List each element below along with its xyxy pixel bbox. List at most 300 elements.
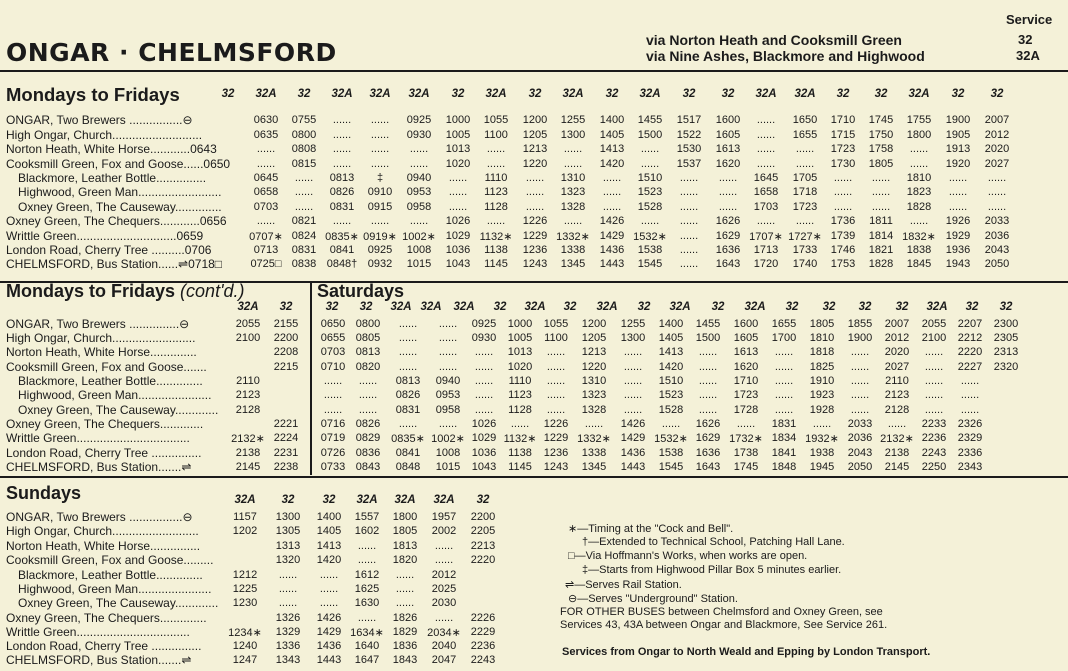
service-header: 32A (639, 88, 661, 100)
time-cell: 1240 (232, 640, 258, 652)
time-cell: ...... (398, 361, 418, 373)
time-cell: ...... (358, 389, 378, 401)
time-cell: 1800 (392, 511, 418, 523)
time-cell: 0930 (406, 129, 432, 141)
time-cell: 2138 (235, 447, 261, 459)
time-cell: 0650 (320, 318, 346, 330)
footer-note: Services from Ongar to North Weald and Epping by London Transport. (562, 646, 931, 658)
time-cell: ...... (718, 201, 738, 213)
time-cell: 1323 (560, 186, 586, 198)
time-cell: 1328 (560, 201, 586, 213)
time-cell: 1829 (392, 626, 418, 638)
time-cell: ...... (640, 143, 660, 155)
time-cell: 1200 (581, 318, 607, 330)
time-cell: 1338 (560, 244, 586, 256)
mf2-title-suffix: (cont'd.) (180, 281, 245, 301)
stop-name: High Ongar, Church........................... (6, 128, 203, 142)
time-cell: 1800 (906, 129, 932, 141)
time-cell: 1715 (830, 129, 856, 141)
service-header: 32A (255, 88, 277, 100)
time-cell: ...... (871, 186, 891, 198)
time-cell: 2215 (273, 361, 299, 373)
time-cell: 1723 (830, 143, 856, 155)
time-cell: 2123 (884, 389, 910, 401)
time-cell: 1008 (435, 447, 461, 459)
time-cell: 0826 (395, 389, 421, 401)
time-cell: ...... (909, 143, 929, 155)
service-header: 32 (874, 88, 888, 100)
service-header: 32 (965, 301, 979, 313)
time-cell: 1929 (945, 230, 971, 242)
time-cell: 1455 (637, 114, 663, 126)
time-cell: 1910 (809, 375, 835, 387)
time-cell: 0815 (291, 158, 317, 170)
time-cell: 2110 (236, 375, 260, 387)
time-cell: 1002∗ (431, 433, 465, 445)
time-cell: 1026 (471, 418, 497, 430)
time-cell: 1522 (676, 129, 702, 141)
service-number-2: 32A (1016, 48, 1040, 63)
time-cell: ...... (319, 583, 339, 595)
time-cell: ...... (698, 375, 718, 387)
time-cell: ...... (756, 114, 776, 126)
time-cell: 1420 (316, 554, 342, 566)
time-cell: 0645 (253, 172, 279, 184)
time-cell: 0919∗ (363, 231, 397, 243)
time-cell: 0703 (253, 201, 279, 213)
time-cell: 1345 (581, 461, 607, 473)
time-cell: ...... (909, 215, 929, 227)
time-cell: 0716 (320, 418, 346, 430)
time-cell: ...... (563, 143, 583, 155)
time-cell: 2050 (847, 461, 873, 473)
service-header: 32A (237, 301, 259, 313)
time-cell: 1400 (599, 114, 625, 126)
time-cell: 1740 (792, 258, 818, 270)
time-cell: ...... (679, 244, 699, 256)
footnote: ∗—Timing at the "Cock and Bell". (568, 523, 734, 535)
time-cell: 0821 (291, 215, 317, 227)
time-cell: 1758 (868, 143, 894, 155)
time-cell: 1705 (792, 172, 818, 184)
time-cell: 1005 (507, 332, 533, 344)
time-cell: 1613 (715, 143, 741, 155)
time-cell: ...... (774, 375, 794, 387)
time-cell: 1055 (543, 318, 569, 330)
time-cell: ...... (623, 404, 643, 416)
time-cell: 1845 (906, 258, 932, 270)
stop-name: CHELMSFORD, Bus Station.......⇌ (6, 460, 192, 474)
time-cell: ...... (987, 201, 1007, 213)
time-cell: 1600 (715, 114, 741, 126)
time-cell: 1413 (316, 540, 342, 552)
time-cell: 1805 (392, 525, 418, 537)
time-cell: ...... (358, 404, 378, 416)
time-cell: ...... (679, 258, 699, 270)
time-cell: 1700 (771, 332, 797, 344)
time-cell: 1200 (522, 114, 548, 126)
route-via-1: via Norton Heath and Cooksmill Green (646, 32, 902, 48)
time-cell: 1226 (522, 215, 548, 227)
time-cell: 0835∗ (325, 231, 359, 243)
time-cell: 1013 (507, 346, 533, 358)
stop-name: Highwood, Green Man...................... (18, 582, 212, 596)
service-header: 32 (682, 88, 696, 100)
service-header: 32 (528, 88, 542, 100)
time-cell: 0940 (406, 172, 432, 184)
time-cell: 1328 (581, 404, 607, 416)
service-number-1: 32 (1018, 32, 1033, 47)
time-cell: 0824 (291, 230, 317, 242)
time-cell: 1814 (868, 230, 894, 242)
time-cell: 1620 (715, 158, 741, 170)
time-cell: 1900 (847, 332, 873, 344)
time-cell: ...... (987, 172, 1007, 184)
time-cell: 1029 (445, 230, 471, 242)
service-header: 32 (990, 88, 1004, 100)
time-cell: 1300 (620, 332, 646, 344)
time-cell: ...... (546, 375, 566, 387)
time-cell: ...... (774, 346, 794, 358)
time-cell: 2300 (993, 318, 1019, 330)
time-cell: 0630 (253, 114, 279, 126)
time-cell: ...... (640, 158, 660, 170)
time-cell: 1826 (392, 612, 418, 624)
time-cell: ...... (486, 215, 506, 227)
time-cell: 1703 (753, 201, 779, 213)
time-cell: 1205 (522, 129, 548, 141)
stop-name: Norton Heath, White Horse.............. (6, 345, 197, 359)
time-cell: 1100 (544, 332, 568, 344)
time-cell: ...... (871, 172, 891, 184)
time-cell: 2233 (921, 418, 947, 430)
footnote: ⇌—Serves Rail Station. (565, 579, 682, 591)
stop-name: Oxney Green, The Chequers............0656 (6, 214, 227, 228)
time-cell: 1530 (676, 143, 702, 155)
time-cell: ...... (948, 201, 968, 213)
time-cell: 1020 (445, 158, 471, 170)
stop-name: Highwood, Green Man...................... (18, 388, 212, 402)
time-cell: 1338 (581, 447, 607, 459)
time-cell: 2145 (884, 461, 910, 473)
time-cell: ...... (370, 215, 390, 227)
time-cell: ...... (812, 418, 832, 430)
time-cell: 1100 (484, 129, 508, 141)
time-cell: 1928 (809, 404, 835, 416)
time-cell: ...... (563, 158, 583, 170)
time-cell: 1243 (522, 258, 548, 270)
time-cell: 0755 (291, 114, 317, 126)
time-cell: 0838 (291, 258, 317, 270)
time-cell: 1145 (484, 258, 508, 270)
time-cell: 1834 (771, 432, 797, 444)
footnote: ⊖—Serves "Underground" Station. (568, 593, 738, 605)
time-cell: ...... (623, 389, 643, 401)
time-cell: 1145 (508, 461, 532, 473)
time-cell: ...... (584, 418, 604, 430)
mf2-title (6, 281, 245, 302)
time-cell: 1220 (522, 158, 548, 170)
time-cell: 1605 (715, 129, 741, 141)
time-cell: 1732∗ (729, 433, 763, 445)
time-cell: 1658 (753, 186, 779, 198)
time-cell: ...... (370, 129, 390, 141)
time-cell: 1945 (809, 461, 835, 473)
time-cell: 1629 (695, 432, 721, 444)
time-cell: ...... (698, 389, 718, 401)
service-header: 32A (524, 301, 546, 313)
time-cell: 2043 (984, 244, 1010, 256)
service-header: 32 (476, 494, 490, 506)
time-cell: 0800 (291, 129, 317, 141)
time-cell: 1310 (581, 375, 607, 387)
time-cell: 1128 (508, 404, 532, 416)
time-cell: ...... (370, 158, 390, 170)
time-cell: 1429 (599, 230, 625, 242)
time-cell: ...... (909, 158, 929, 170)
time-cell: 1323 (581, 389, 607, 401)
time-cell: 2155 (273, 318, 299, 330)
time-cell: ...... (850, 404, 870, 416)
time-cell: 1926 (945, 215, 971, 227)
time-cell: 1736 (830, 215, 856, 227)
time-cell: ...... (525, 172, 545, 184)
service-header: 32A (369, 88, 391, 100)
time-cell: 1538 (637, 244, 663, 256)
time-cell: 1733 (792, 244, 818, 256)
time-cell: ...... (438, 346, 458, 358)
time-cell: 2329 (957, 432, 983, 444)
mf2-title-text: Mondays to Fridays (6, 281, 176, 301)
service-header: 32A (234, 494, 256, 506)
time-cell: 1655 (771, 318, 797, 330)
service-header: 32 (281, 494, 295, 506)
service-header: 32 (322, 494, 336, 506)
time-cell: 1436 (620, 447, 646, 459)
time-cell: 1036 (445, 244, 471, 256)
time-cell: 1738 (733, 447, 759, 459)
time-cell: 1517 (676, 114, 702, 126)
time-cell: 1236 (543, 447, 569, 459)
time-cell: 1643 (715, 258, 741, 270)
time-cell: 1841 (771, 447, 797, 459)
time-cell: 1436 (316, 640, 342, 652)
service-header: 32A (485, 88, 507, 100)
time-cell: ...... (795, 215, 815, 227)
time-cell: 1636 (715, 244, 741, 256)
service-header: 32 (563, 301, 577, 313)
time-cell: 2033 (847, 418, 873, 430)
time-cell: ...... (833, 172, 853, 184)
time-cell: 1005 (445, 129, 471, 141)
service-header: 32 (711, 301, 725, 313)
time-cell: ...... (395, 569, 415, 581)
service-header: 32A (394, 494, 416, 506)
time-cell: ...... (256, 143, 276, 155)
time-cell: 1000 (445, 114, 471, 126)
time-cell: 1727∗ (788, 231, 822, 243)
time-cell: 2002 (431, 525, 457, 537)
time-cell: 0808 (291, 143, 317, 155)
time-cell: 1123 (508, 389, 532, 401)
time-cell: 2132∗ (880, 433, 914, 445)
time-cell: 1255 (620, 318, 646, 330)
time-cell: 1510 (658, 375, 684, 387)
time-cell: 1205 (581, 332, 607, 344)
time-cell: 2250 (921, 461, 947, 473)
time-cell: ...... (850, 375, 870, 387)
time-cell: 2012 (884, 332, 910, 344)
time-cell: 1645 (753, 172, 779, 184)
time-cell: 1436 (599, 244, 625, 256)
time-cell: ...... (278, 569, 298, 581)
stop-name: ONGAR, Two Brewers ................⊖ (6, 113, 193, 127)
time-cell: ...... (718, 186, 738, 198)
service-header: 32 (895, 301, 909, 313)
time-cell: ...... (924, 389, 944, 401)
stop-name: Cooksmill Green, Fox and Goose....... (6, 360, 207, 374)
time-cell: ...... (623, 346, 643, 358)
time-cell: 2034∗ (427, 627, 461, 639)
time-cell: 1710 (733, 375, 759, 387)
time-cell: 2027 (884, 361, 910, 373)
time-cell: ...... (924, 361, 944, 373)
service-header: 32A (420, 301, 442, 313)
time-cell: 1429 (620, 432, 646, 444)
time-cell: ...... (510, 418, 530, 430)
service-header: 32 (493, 301, 507, 313)
time-cell: ...... (718, 172, 738, 184)
time-cell: 0835∗ (391, 433, 425, 445)
time-cell: 1132∗ (479, 231, 513, 243)
stop-name: London Road, Cherry Tree ..........0706 (6, 243, 212, 257)
time-cell: 1723 (792, 201, 818, 213)
time-cell: 1110 (484, 172, 508, 184)
time-cell: 1313 (275, 540, 301, 552)
time-cell: 1655 (792, 129, 818, 141)
time-cell: 1823 (906, 186, 932, 198)
time-cell: 1713 (753, 244, 779, 256)
time-cell: 1602 (354, 525, 380, 537)
time-cell: 2208 (273, 346, 299, 358)
time-cell: 0925 (406, 114, 432, 126)
time-cell: 2313 (993, 346, 1019, 358)
time-cell: 0841 (395, 447, 421, 459)
time-cell: ...... (525, 201, 545, 213)
time-cell: ...... (278, 583, 298, 595)
time-cell: ...... (278, 597, 298, 609)
time-cell: 2110 (885, 375, 909, 387)
time-cell: ...... (924, 375, 944, 387)
time-cell: 1225 (232, 583, 258, 595)
time-cell: ...... (850, 389, 870, 401)
time-cell: ...... (395, 597, 415, 609)
stop-name: London Road, Cherry Tree ............... (6, 639, 202, 653)
time-cell: 1020 (507, 361, 533, 373)
time-cell: ...... (679, 186, 699, 198)
time-cell: 1728 (733, 404, 759, 416)
time-cell: 1647 (354, 654, 380, 666)
time-cell: 0707∗ (249, 231, 283, 243)
time-cell: 0813 (395, 375, 421, 387)
time-cell: 1629 (715, 230, 741, 242)
service-header: 32A (596, 301, 618, 313)
time-cell: 1707∗ (749, 231, 783, 243)
time-cell: 1923 (809, 389, 835, 401)
time-cell: 1123 (484, 186, 508, 198)
time-cell: 1213 (581, 346, 607, 358)
header-rule (0, 70, 1068, 72)
time-cell: 2123 (235, 389, 261, 401)
time-cell: 1720 (753, 258, 779, 270)
time-cell: ...... (924, 404, 944, 416)
time-cell: 1612 (354, 569, 380, 581)
time-cell: ...... (679, 172, 699, 184)
time-cell: 1405 (316, 525, 342, 537)
stop-name: Blackmore, Leather Bottle.............. (18, 568, 203, 582)
time-cell: 1055 (483, 114, 509, 126)
time-cell: ...... (438, 418, 458, 430)
time-cell: 1630 (354, 597, 380, 609)
time-cell: 1234∗ (228, 627, 262, 639)
route-via-2: via Nine Ashes, Blackmore and Highwood (646, 48, 925, 64)
time-cell: 1326 (275, 612, 301, 624)
time-cell: 1229 (543, 432, 569, 444)
time-cell: 1255 (560, 114, 586, 126)
time-cell: ...... (679, 215, 699, 227)
time-cell: ...... (486, 158, 506, 170)
time-cell: ...... (698, 361, 718, 373)
stop-name: High Ongar, Church.......................... (6, 524, 199, 538)
time-cell: ...... (850, 346, 870, 358)
time-cell: ...... (795, 143, 815, 155)
time-cell: 2036 (847, 432, 873, 444)
time-cell: ...... (525, 186, 545, 198)
time-cell: ...... (960, 404, 980, 416)
time-cell: 2128 (884, 404, 910, 416)
time-cell: 2025 (431, 583, 457, 595)
time-cell: 1625 (354, 583, 380, 595)
footnote: Services 43, 43A between Ongar and Blackmore, See Service 261. (560, 619, 888, 631)
time-cell: 2205 (470, 525, 496, 537)
time-cell: ...... (438, 361, 458, 373)
time-cell: 2020 (984, 143, 1010, 155)
time-cell: ...... (924, 346, 944, 358)
time-cell: 2007 (884, 318, 910, 330)
time-cell: 1329 (275, 626, 301, 638)
time-cell: 1811 (869, 215, 893, 227)
time-cell: ‡ (376, 172, 384, 184)
service-header: 32 (836, 88, 850, 100)
time-cell: 2226 (470, 612, 496, 624)
service-header: 32A (926, 301, 948, 313)
time-cell: 1420 (658, 361, 684, 373)
time-cell: ...... (736, 418, 756, 430)
time-cell: 2236 (470, 640, 496, 652)
time-cell: 1753 (830, 258, 856, 270)
time-cell: ...... (357, 612, 377, 624)
service-label: Service (1006, 12, 1053, 27)
time-cell: 1043 (471, 461, 497, 473)
time-cell: ...... (395, 583, 415, 595)
time-cell: 2213 (470, 540, 496, 552)
time-cell: ...... (438, 318, 458, 330)
service-header: 32A (794, 88, 816, 100)
time-cell: 2229 (470, 626, 496, 638)
service-header: 32 (999, 301, 1013, 313)
time-cell: 1746 (830, 244, 856, 256)
time-cell: 1400 (658, 318, 684, 330)
